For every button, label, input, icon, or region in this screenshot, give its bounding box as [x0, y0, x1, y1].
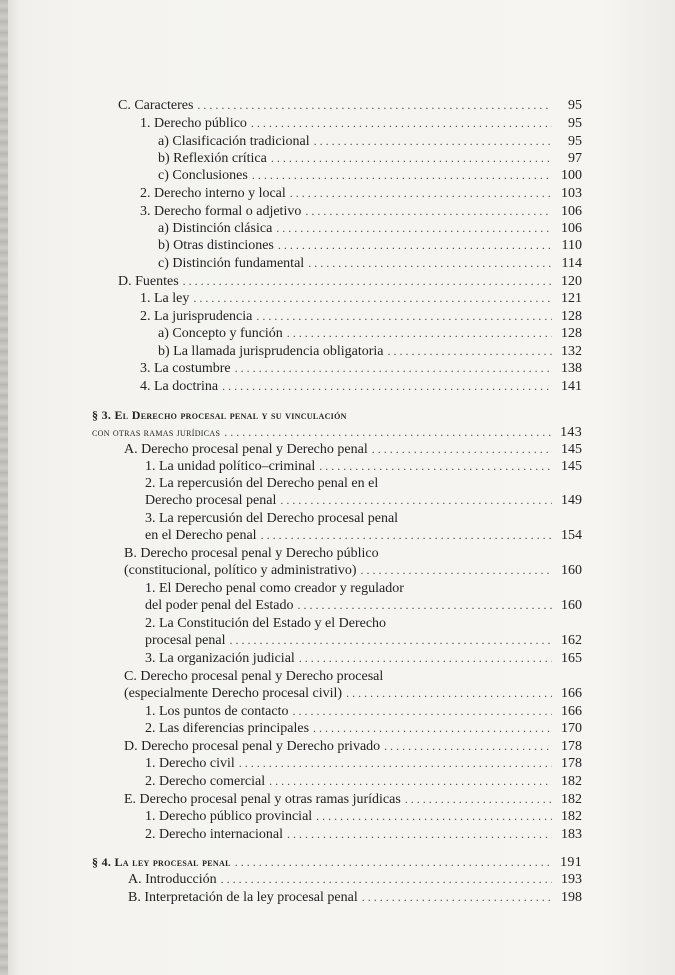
toc-entry-line: B. Derecho procesal penal y Derecho público: [124, 546, 379, 561]
toc-entry: 2. Derecho comercial . . . 182: [145, 773, 582, 790]
toc-entry: (constitucional, político y administrativo) . . . 160: [124, 562, 582, 579]
toc-entry: 1. Derecho público provincial . . . 182: [145, 808, 582, 825]
toc-entry: 2. Las diferencias principales . . . 170: [145, 720, 582, 737]
toc-entry-line: 1. El Derecho penal como creador y regulador: [145, 581, 404, 596]
toc-entry: 3. La costumbre . . . 138: [140, 360, 582, 377]
toc-entry: c) Distinción fundamental . . . 114: [158, 255, 582, 272]
toc-entry: a) Distinción clásica . . . 106: [158, 220, 582, 237]
toc-entry: procesal penal . . . 162: [145, 632, 582, 649]
toc-entry: C. Caracteres . . . 95: [118, 97, 582, 114]
toc-entry: B. Interpretación de la ley procesal penal . . . 198: [128, 889, 582, 906]
toc-entry: 2. Derecho internacional . . . 183: [145, 826, 582, 843]
toc-entry: 1. Derecho público . . . 95: [140, 115, 582, 132]
toc-entry: D. Derecho procesal penal y Derecho privado . . . 178: [124, 738, 582, 755]
toc-entry: E. Derecho procesal penal y otras ramas jurídicas . . . 182: [124, 791, 582, 808]
toc-entry: b) Reflexión crítica . . . 97: [158, 150, 582, 167]
toc-entry: c) Conclusiones . . . 100: [158, 167, 582, 184]
toc-entry: 2. La jurisprudencia . . . 128: [140, 308, 582, 325]
toc-entry: A. Derecho procesal penal y Derecho penal . . . 145: [124, 441, 582, 458]
toc-entry: (especialmente Derecho procesal civil) . . . 166: [124, 685, 582, 702]
toc-entry-line: C. Derecho procesal penal y Derecho procesal: [124, 669, 384, 684]
toc-entry: del poder penal del Estado . . . 160: [145, 597, 582, 614]
toc-entry: b) La llamada jurisprudencia obligatoria . . . 132: [158, 343, 582, 360]
toc-entry-line: 2. La Constitución del Estado y el Derecho: [145, 616, 387, 631]
toc-entry: 4. La doctrina . . . 141: [140, 378, 582, 395]
toc-entry: 3. La organización judicial . . . 165: [145, 650, 582, 667]
toc-entry: D. Fuentes . . . 120: [118, 273, 582, 290]
toc-entry: 3. Derecho formal o adjetivo . . . 106: [140, 203, 582, 220]
toc-entry-line: 2. La repercusión del Derecho penal en el: [145, 476, 379, 491]
page-binding-edge: [0, 0, 8, 975]
toc-entry: A. Introducción . . . 193: [128, 871, 582, 888]
toc-entry: a) Clasificación tradicional . . . 95: [158, 133, 582, 150]
section-heading: § 3. El Derecho procesal penal y su vinculación: [92, 408, 347, 422]
toc-entry: en el Derecho penal . . . 154: [145, 527, 582, 544]
toc-entry: a) Concepto y función . . . 128: [158, 325, 582, 342]
toc-entry-line: 3. La repercusión del Derecho procesal penal: [145, 511, 399, 526]
toc-entry: b) Otras distinciones . . . 110: [158, 237, 582, 254]
toc-entry: 1. Derecho civil . . . 178: [145, 755, 582, 772]
section-heading: § 4. La ley procesal penal . . . 191: [92, 854, 582, 871]
toc-entry: Derecho procesal penal . . . 149: [145, 492, 582, 509]
toc-entry: 1. Los puntos de contacto . . . 166: [145, 703, 582, 720]
toc-entry: 1. La unidad político–criminal . . . 145: [145, 458, 582, 475]
toc-entry: 1. La ley . . . 121: [140, 290, 582, 307]
toc-entry: 2. Derecho interno y local . . . 103: [140, 185, 582, 202]
toc-entry: con otras ramas jurídicas . . . 143: [92, 424, 582, 441]
